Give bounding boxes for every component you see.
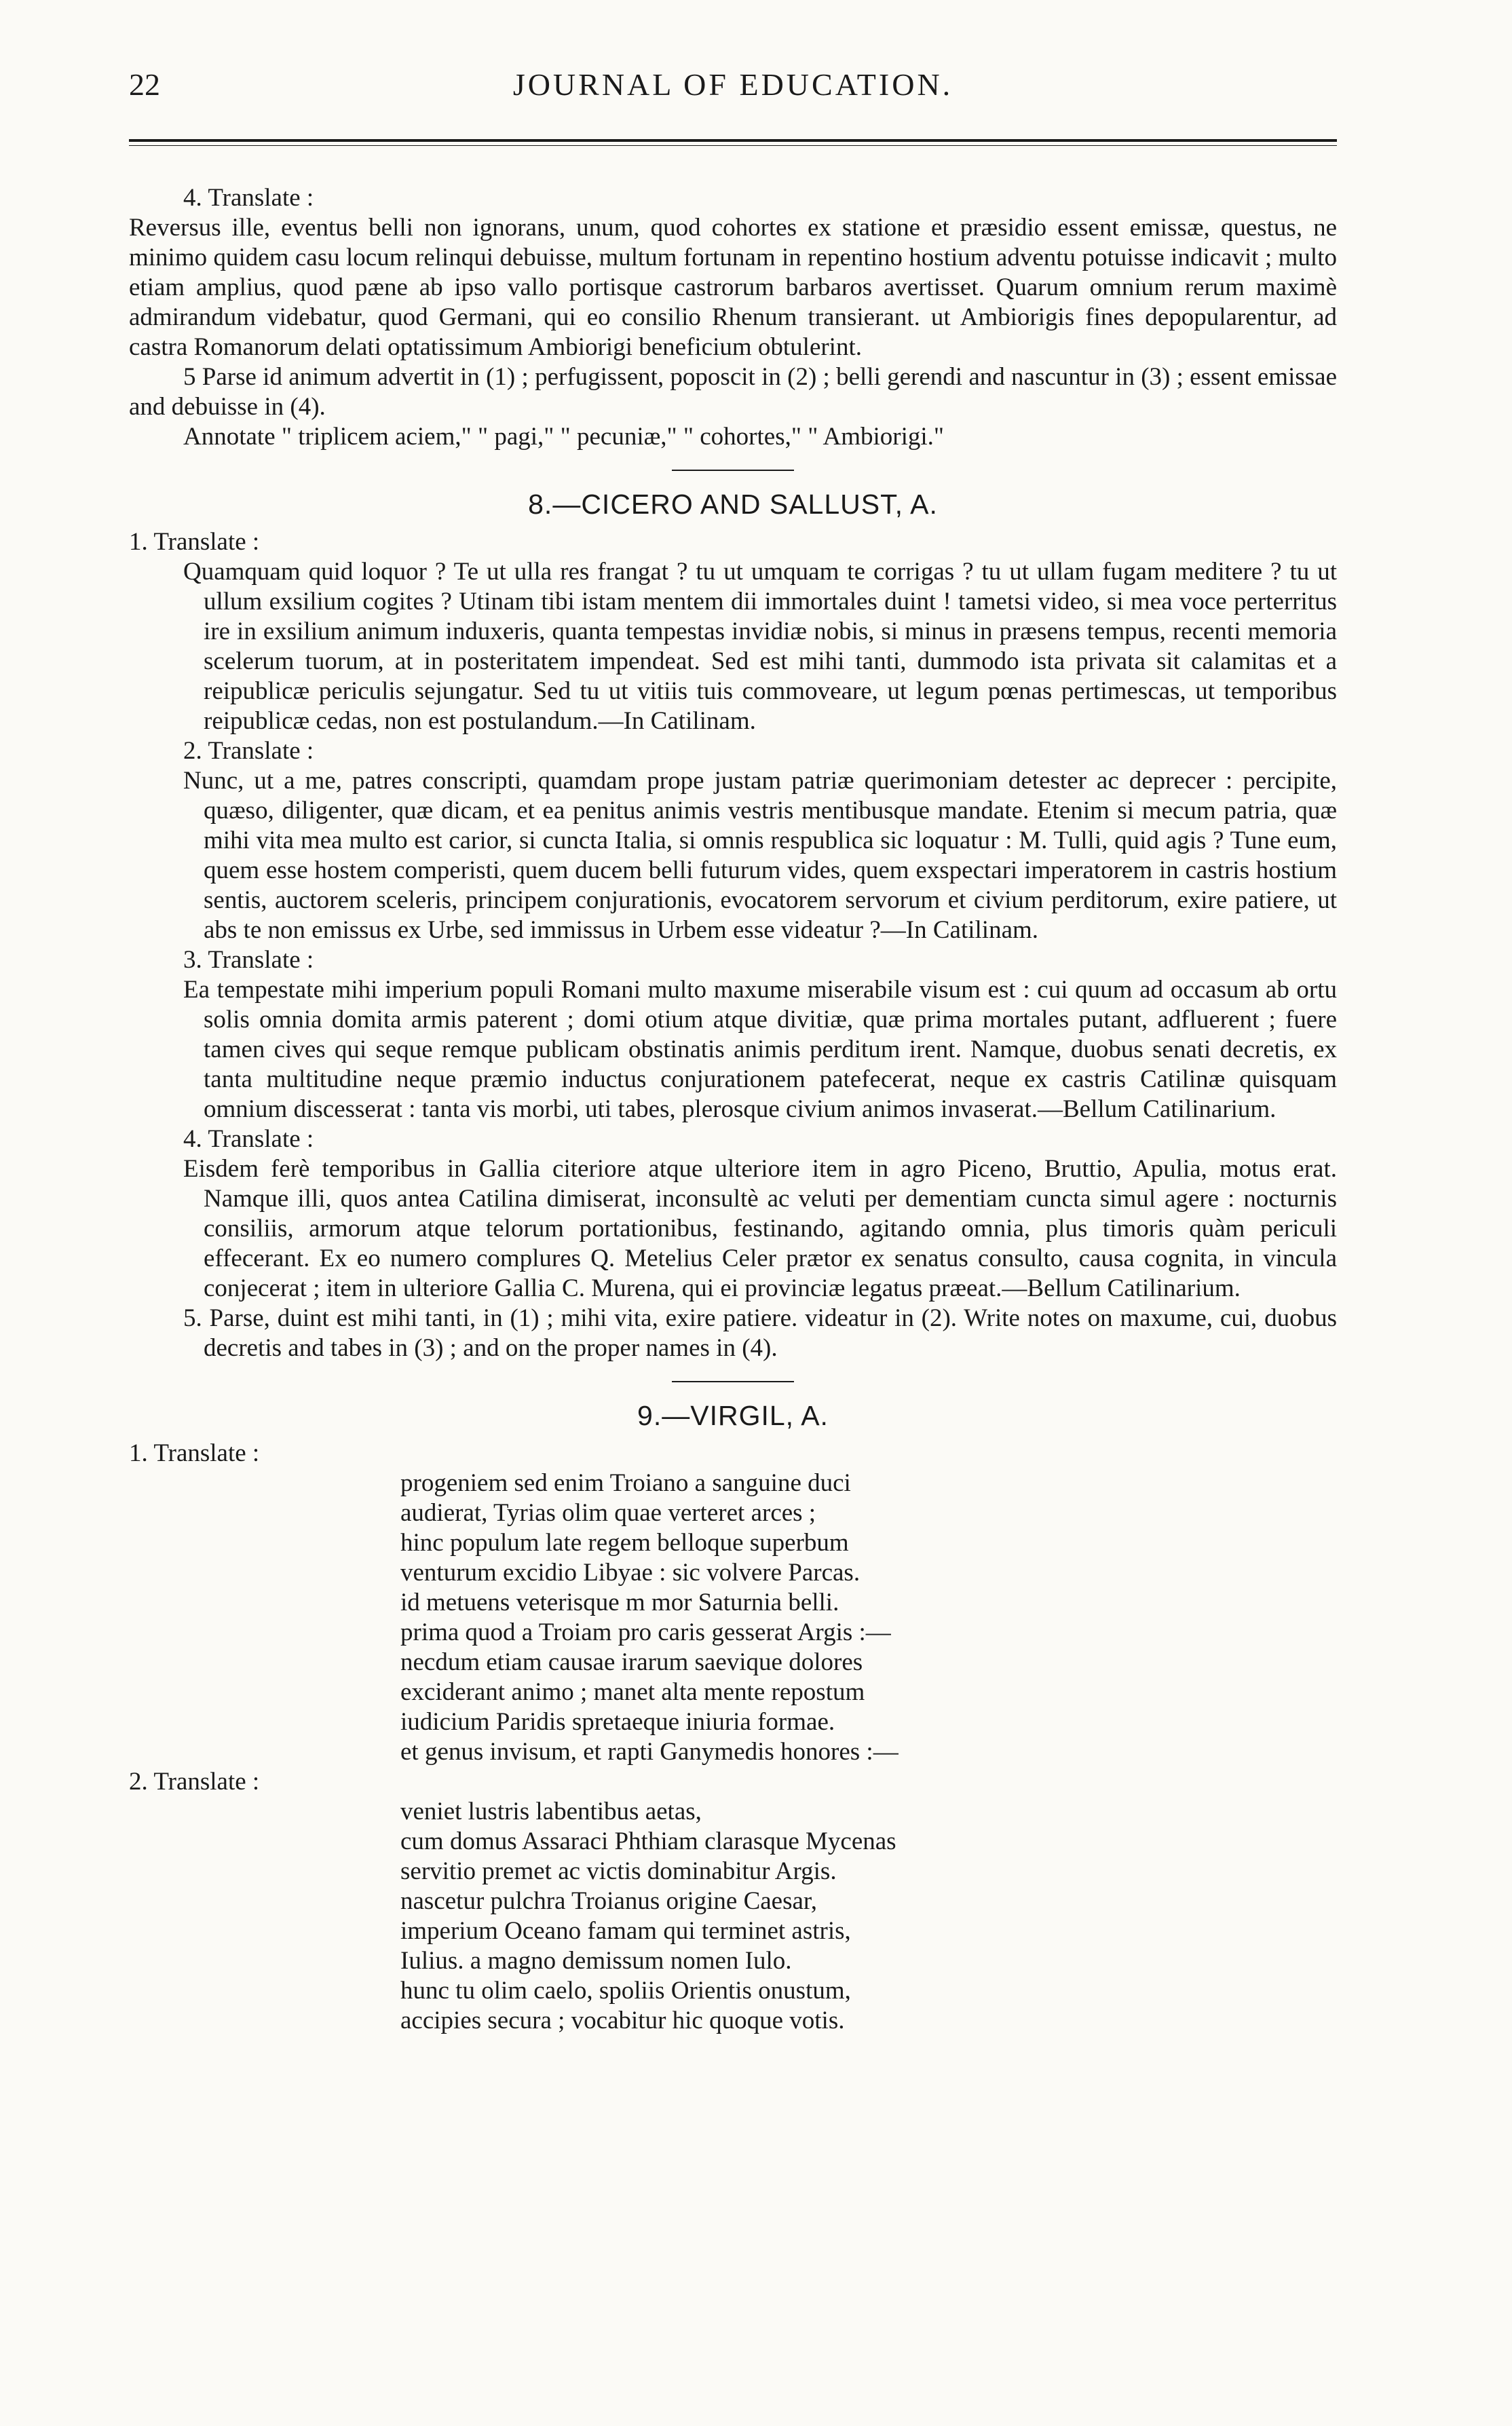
cicero-q2-text: Nunc, ut a me, patres conscripti, quamdam prope justam patriæ querimoniam detester ac deprecer : percipite, quæso, diligenter, quæ dicam, et ea penitus animis vestris mentibusque mandate. Etenim si mecum patria, quæ mihi vita mea multo est carior, si cuncta Italia, si omnis respublica sic loquatur : M. Tulli, quid agis ? Tune eum, quem esse hostem comperisti, quem ducem belli futurum vides, quem exspectari imperatorem in castris hostium sentis, auctorem sceleris, principem conjurationis, evocatorem servorum et civium perditorum, exire patiere, ut abs te non emissus ex Urbe, sed immissus in Urbem esse videatur ?—In Catilinam. [183,767,1337,944]
poem-line: hunc tu olim caelo, spoliis Orientis onustum, [400,1977,851,2005]
cicero-q3-text: Ea tempestate mihi imperium populi Romani multo maxume miserabile visum est : cui quum ad occasum ab ortu solis omnia domita armis paterent ; domi otium atque divitiæ, quæ prima mortales putant, adfluerent ; fuere tamen cives qui seque remque publicam obstinatis animis perditum irent. Namque, duobus senati decretis, ex tanta multitudine neque præmio inductus conjurationem patefecerat, neque ex castris Catilinæ quisquam omnium discesserat : tanta vis morbi, uti tabes, plerosque civium animos invaserat.—Bellum Catilinarium. [183,976,1337,1123]
cicero-section-title: 8.—CICERO AND SALLUST, A. [528,489,938,520]
page-number: 22 [129,67,160,102]
caesar-section [129,183,1337,452]
virgil-q1-poem [129,1468,1337,1767]
caesar-q5-text: 5 Parse id animum advertit in (1) ; perfugissent, poposcit in (2) ; belli gerendi and nascuntur in (3) ; essent emissae and debuisse in (4). [129,363,1337,421]
poem-line: hinc populum late regem belloque superbum [400,1529,849,1557]
poem-line: audierat, Tyrias olim quae verteret arces ; [400,1499,816,1527]
header-rule-thick [129,139,1337,142]
poem-line: venturum excidio Libyae : sic volvere Parcas. [400,1559,861,1587]
virgil-q2-poem [129,1797,1337,2036]
header-rule-thin [129,145,1337,146]
section-divider [672,470,794,471]
caesar-q4-text: Reversus ille, eventus belli non ignorans, unum, quod cohortes ex statione et præsidio essent emissæ, questus, ne minimo quidem casu locum relinqui debuisse, multum fortunam in repentino hostium adventu potuisse indicavit ; multo etiam amplius, quod pæne ab ipso vallo portisque castrorum barbaros avertisset. Quarum omnium rerum maximè admirandum videbatur, quod Germani, qui eo consilio Rhenum transierant. ut Ambiorigis fines depopularentur, ad castra Romanorum delati optatissimum Ambiorigi beneficium obtulerint. [129,214,1337,361]
virgil-q1-label: 1. Translate : [129,1439,260,1467]
poem-line: veniet lustris labentibus aetas, [400,1798,702,1825]
page-content [129,183,1337,2036]
poem-line: accipies secura ; vocabitur hic quoque votis. [400,2007,845,2034]
cicero-q4-text: Eisdem ferè temporibus in Gallia citeriore atque ulteriore item in agro Piceno, Bruttio, Apulia, motus erat. Namque illi, quos antea Catilina dimiserat, inconsultè ac veluti per dementiam cuncta simul agere : nocturnis consiliis, armorum atque telorum portationibus, festinando, agitando omnia, plus timoris quàm periculi effecerant. Ex eo numero complures Q. Metelius Celer prætor ex senatus consulto, causa cognita, in vincula conjecerat ; item in ulteriore Gallia C. Murena, qui ei provinciæ legatus præeat.—Bellum Catilinarium. [183,1155,1337,1302]
poem-line: servitio premet ac victis dominabitur Argis. [400,1857,837,1885]
virgil-section-title: 9.—VIRGIL, A. [637,1400,829,1431]
poem-line: necdum etiam causae irarum saevique dolores [400,1648,863,1676]
cicero-q4-label: 4. Translate : [183,1125,314,1153]
journal-title: JOURNAL OF EDUCATION. [512,67,953,102]
page-header [129,67,1337,114]
poem-line: id metuens veterisque m mor Saturnia belli. [400,1589,839,1616]
caesar-annotate-text: Annotate " triplicem aciem," " pagi," " pecuniæ," " cohortes," " Ambiorigi." [183,423,945,451]
caesar-q4-label: 4. Translate : [183,184,314,212]
poem-line: et genus invisum, et rapti Ganymedis honores :— [400,1738,899,1766]
cicero-section [129,489,1337,1363]
poem-line: Iulius. a magno demissum nomen Iulo. [400,1947,792,1975]
section-divider [672,1381,794,1382]
poem-line: cum domus Assaraci Phthiam clarasque Mycenas [400,1827,896,1855]
cicero-q3-label: 3. Translate : [183,946,314,974]
poem-line: progeniem sed enim Troiano a sanguine duci [400,1469,851,1497]
cicero-q2-label: 2. Translate : [183,737,314,765]
cicero-q1-text: Quamquam quid loquor ? Te ut ulla res frangat ? tu ut umquam te corrigas ? tu ut ullam fugam meditere ? tu ut ullum exsilium cogites ? Utinam tibi istam mentem dii immortales duint ! tametsi video, si mea voce perterritus ire in exsilium animum induxeris, quanta tempestas invidiæ nobis, si minus in præsens tempus, recenti memoria scelerum tuorum, at in posteritatem impendeat. Sed est mihi tanti, dummodo ista privata sit calamitas et a reipublicæ periculis sejungatur. Sed tu ut vitiis tuis commoveare, ut legum pœnas pertimescas, ut temporibus reipublicæ cedas, non est postulandum.—In Catilinam. [183,558,1337,735]
virgil-q2-label: 2. Translate : [129,1768,260,1796]
poem-line: prima quod a Troiam pro caris gesserat Argis :— [400,1618,891,1646]
cicero-q1-label: 1. Translate : [129,528,260,556]
cicero-q5-text: 5. Parse, duint est mihi tanti, in (1) ; mihi vita, exire patiere. videatur in (2). Write notes on maxume, cui, duobus decretis and tabes in (3) ; and on the proper names in (4). [183,1304,1337,1362]
poem-line: iudicium Paridis spretaeque iniuria formae. [400,1708,835,1736]
poem-line: exciderant animo ; manet alta mente repostum [400,1678,865,1706]
poem-line: imperium Oceano famam qui terminet astris, [400,1917,851,1945]
virgil-section [129,1400,1337,2036]
poem-line: nascetur pulchra Troianus origine Caesar, [400,1887,818,1915]
